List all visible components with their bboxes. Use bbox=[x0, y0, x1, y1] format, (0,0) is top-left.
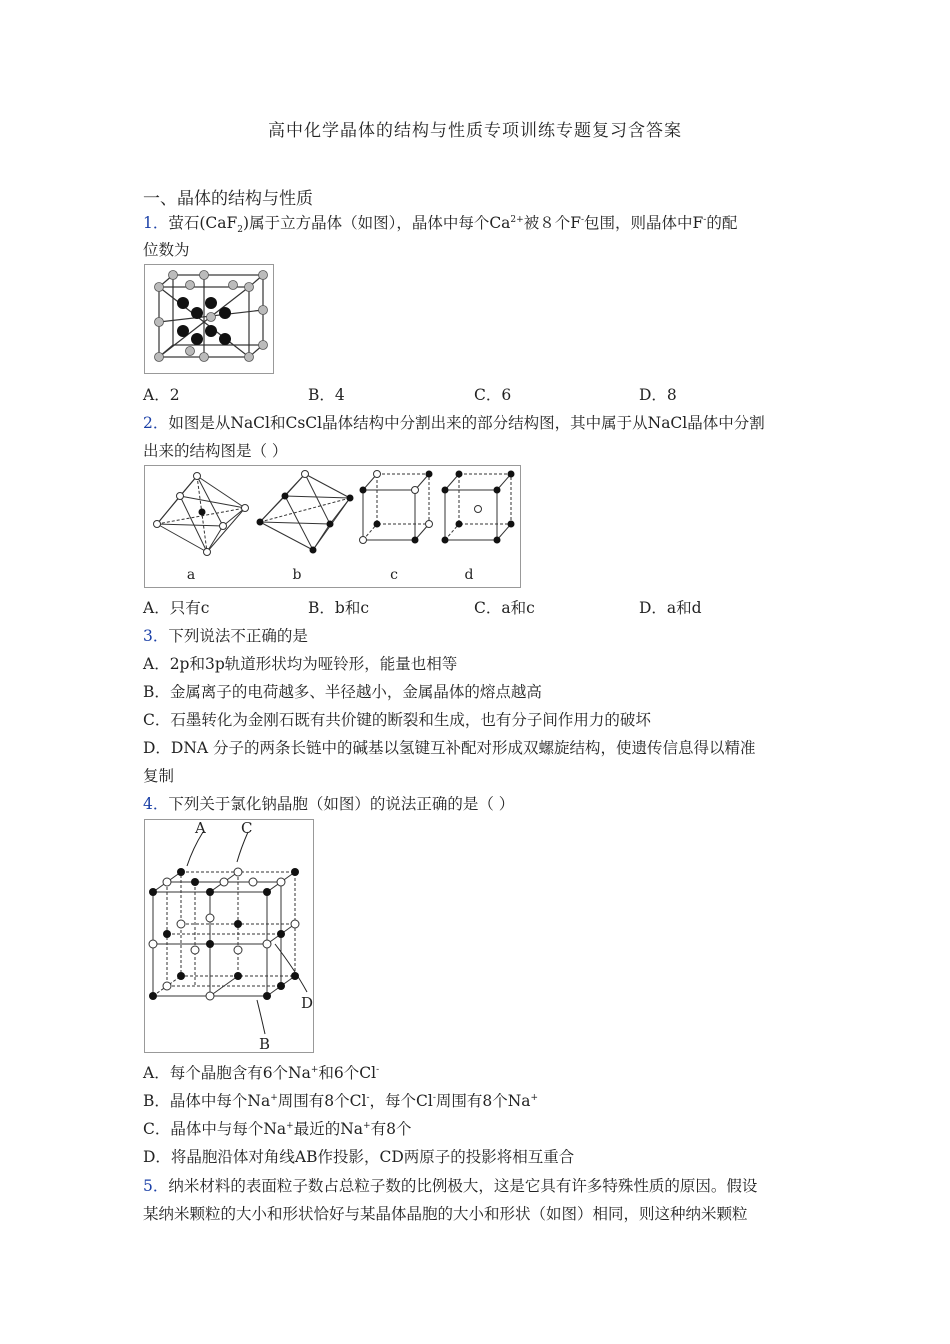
question-5-line1: 5．纳米材料的表面粒子数占总粒子数的比例极大，这是它具有许多特殊性质的原因。假设 bbox=[143, 1177, 758, 1195]
fig-label-d: d bbox=[464, 567, 474, 583]
question-2-number: 2． bbox=[143, 414, 169, 432]
q3-option-c[interactable]: C．石墨转化为金刚石既有共价键的断裂和生成，也有分子间作用力的破坏 bbox=[143, 711, 651, 729]
nacl-cell-diagram bbox=[145, 820, 313, 1052]
fig-label-c: c bbox=[390, 567, 398, 583]
q2-option-d[interactable]: D．a和d bbox=[639, 599, 702, 617]
question-4-stem: 4．下列关于氯化钠晶胞（如图）的说法正确的是（ ） bbox=[143, 795, 515, 813]
fig-label-a: a bbox=[186, 567, 196, 583]
q4-option-a[interactable]: A．每个晶胞含有6个Na+和6个Cl- bbox=[143, 1064, 380, 1082]
nacl-cscl-figure bbox=[144, 465, 521, 588]
fig-label-A: A bbox=[195, 820, 206, 837]
q1-option-d[interactable]: D．8 bbox=[639, 386, 677, 404]
question-5-line2: 某纳米颗粒的大小和形状恰好与某晶体晶胞的大小和形状（如图）相同，则这种纳米颗粒 bbox=[143, 1205, 748, 1223]
q3-option-d[interactable]: D．DNA 分子的两条长链中的碱基以氢键互补配对形成双螺旋结构，使遗传信息得以精准 bbox=[143, 739, 756, 757]
question-2-options bbox=[143, 596, 823, 616]
section-heading: 一、晶体的结构与性质 bbox=[143, 189, 313, 209]
page-title: 高中化学晶体的结构与性质专项训练专题复习含答案 bbox=[268, 121, 682, 141]
question-4-number: 4． bbox=[143, 795, 169, 813]
fluorite-cell-diagram bbox=[145, 265, 273, 373]
fig-label-b: b bbox=[292, 567, 302, 583]
q3-option-a[interactable]: A．2p和3p轨道形状均为哑铃形，能量也相等 bbox=[143, 655, 458, 673]
question-3-number: 3． bbox=[143, 627, 169, 645]
q4-option-b[interactable]: B．晶体中每个Na+周围有8个Cl-，每个Cl-周围有8个Na+ bbox=[143, 1092, 539, 1110]
fig-label-D: D bbox=[301, 994, 313, 1012]
nacl-unit-cell-figure bbox=[144, 819, 314, 1053]
question-1-options bbox=[143, 383, 823, 403]
question-1-number: 1． bbox=[143, 214, 169, 232]
q1-option-c[interactable]: C．6 bbox=[474, 386, 512, 404]
question-5-number: 5． bbox=[143, 1177, 169, 1195]
question-2-line2: 出来的结构图是（ ） bbox=[143, 442, 288, 460]
q1-option-b[interactable]: B．4 bbox=[308, 386, 345, 404]
q2-option-a[interactable]: A．只有c bbox=[143, 599, 210, 617]
q4-option-c[interactable]: C．晶体中与每个Na+最近的Na+有8个 bbox=[143, 1120, 412, 1138]
fig-label-B: B bbox=[259, 1035, 271, 1052]
question-3-stem: 3．下列说法不正确的是 bbox=[143, 627, 308, 645]
question-1-line1: 1．萤石(CaF$_2$)属于立方晶体（如图），晶体中每个$Ca^{2+}$被８个F-包围，则晶体中F-的配 bbox=[143, 214, 738, 236]
fig-label-C: C bbox=[241, 820, 253, 837]
question-2-line1: 2．如图是从NaCl和CsCl晶体结构中分割出来的部分结构图，其中属于从NaCl晶体中分割 bbox=[143, 414, 765, 432]
q3-option-b[interactable]: B．金属离子的电荷越多、半径越小，金属晶体的熔点越高 bbox=[143, 683, 542, 701]
q1-option-a[interactable]: A．2 bbox=[143, 386, 180, 404]
q2-option-b[interactable]: B．b和c bbox=[308, 599, 369, 617]
q4-option-d[interactable]: D．将晶胞沿体对角线AB作投影，CD两原子的投影将相互重合 bbox=[143, 1148, 575, 1166]
question-1-line2: 位数为 bbox=[143, 241, 190, 259]
q2-option-c[interactable]: C．a和c bbox=[474, 599, 535, 617]
structure-fragments-diagram bbox=[145, 466, 520, 587]
fluorite-crystal-figure bbox=[144, 264, 274, 374]
q3-option-d-cont: 复制 bbox=[143, 767, 175, 785]
